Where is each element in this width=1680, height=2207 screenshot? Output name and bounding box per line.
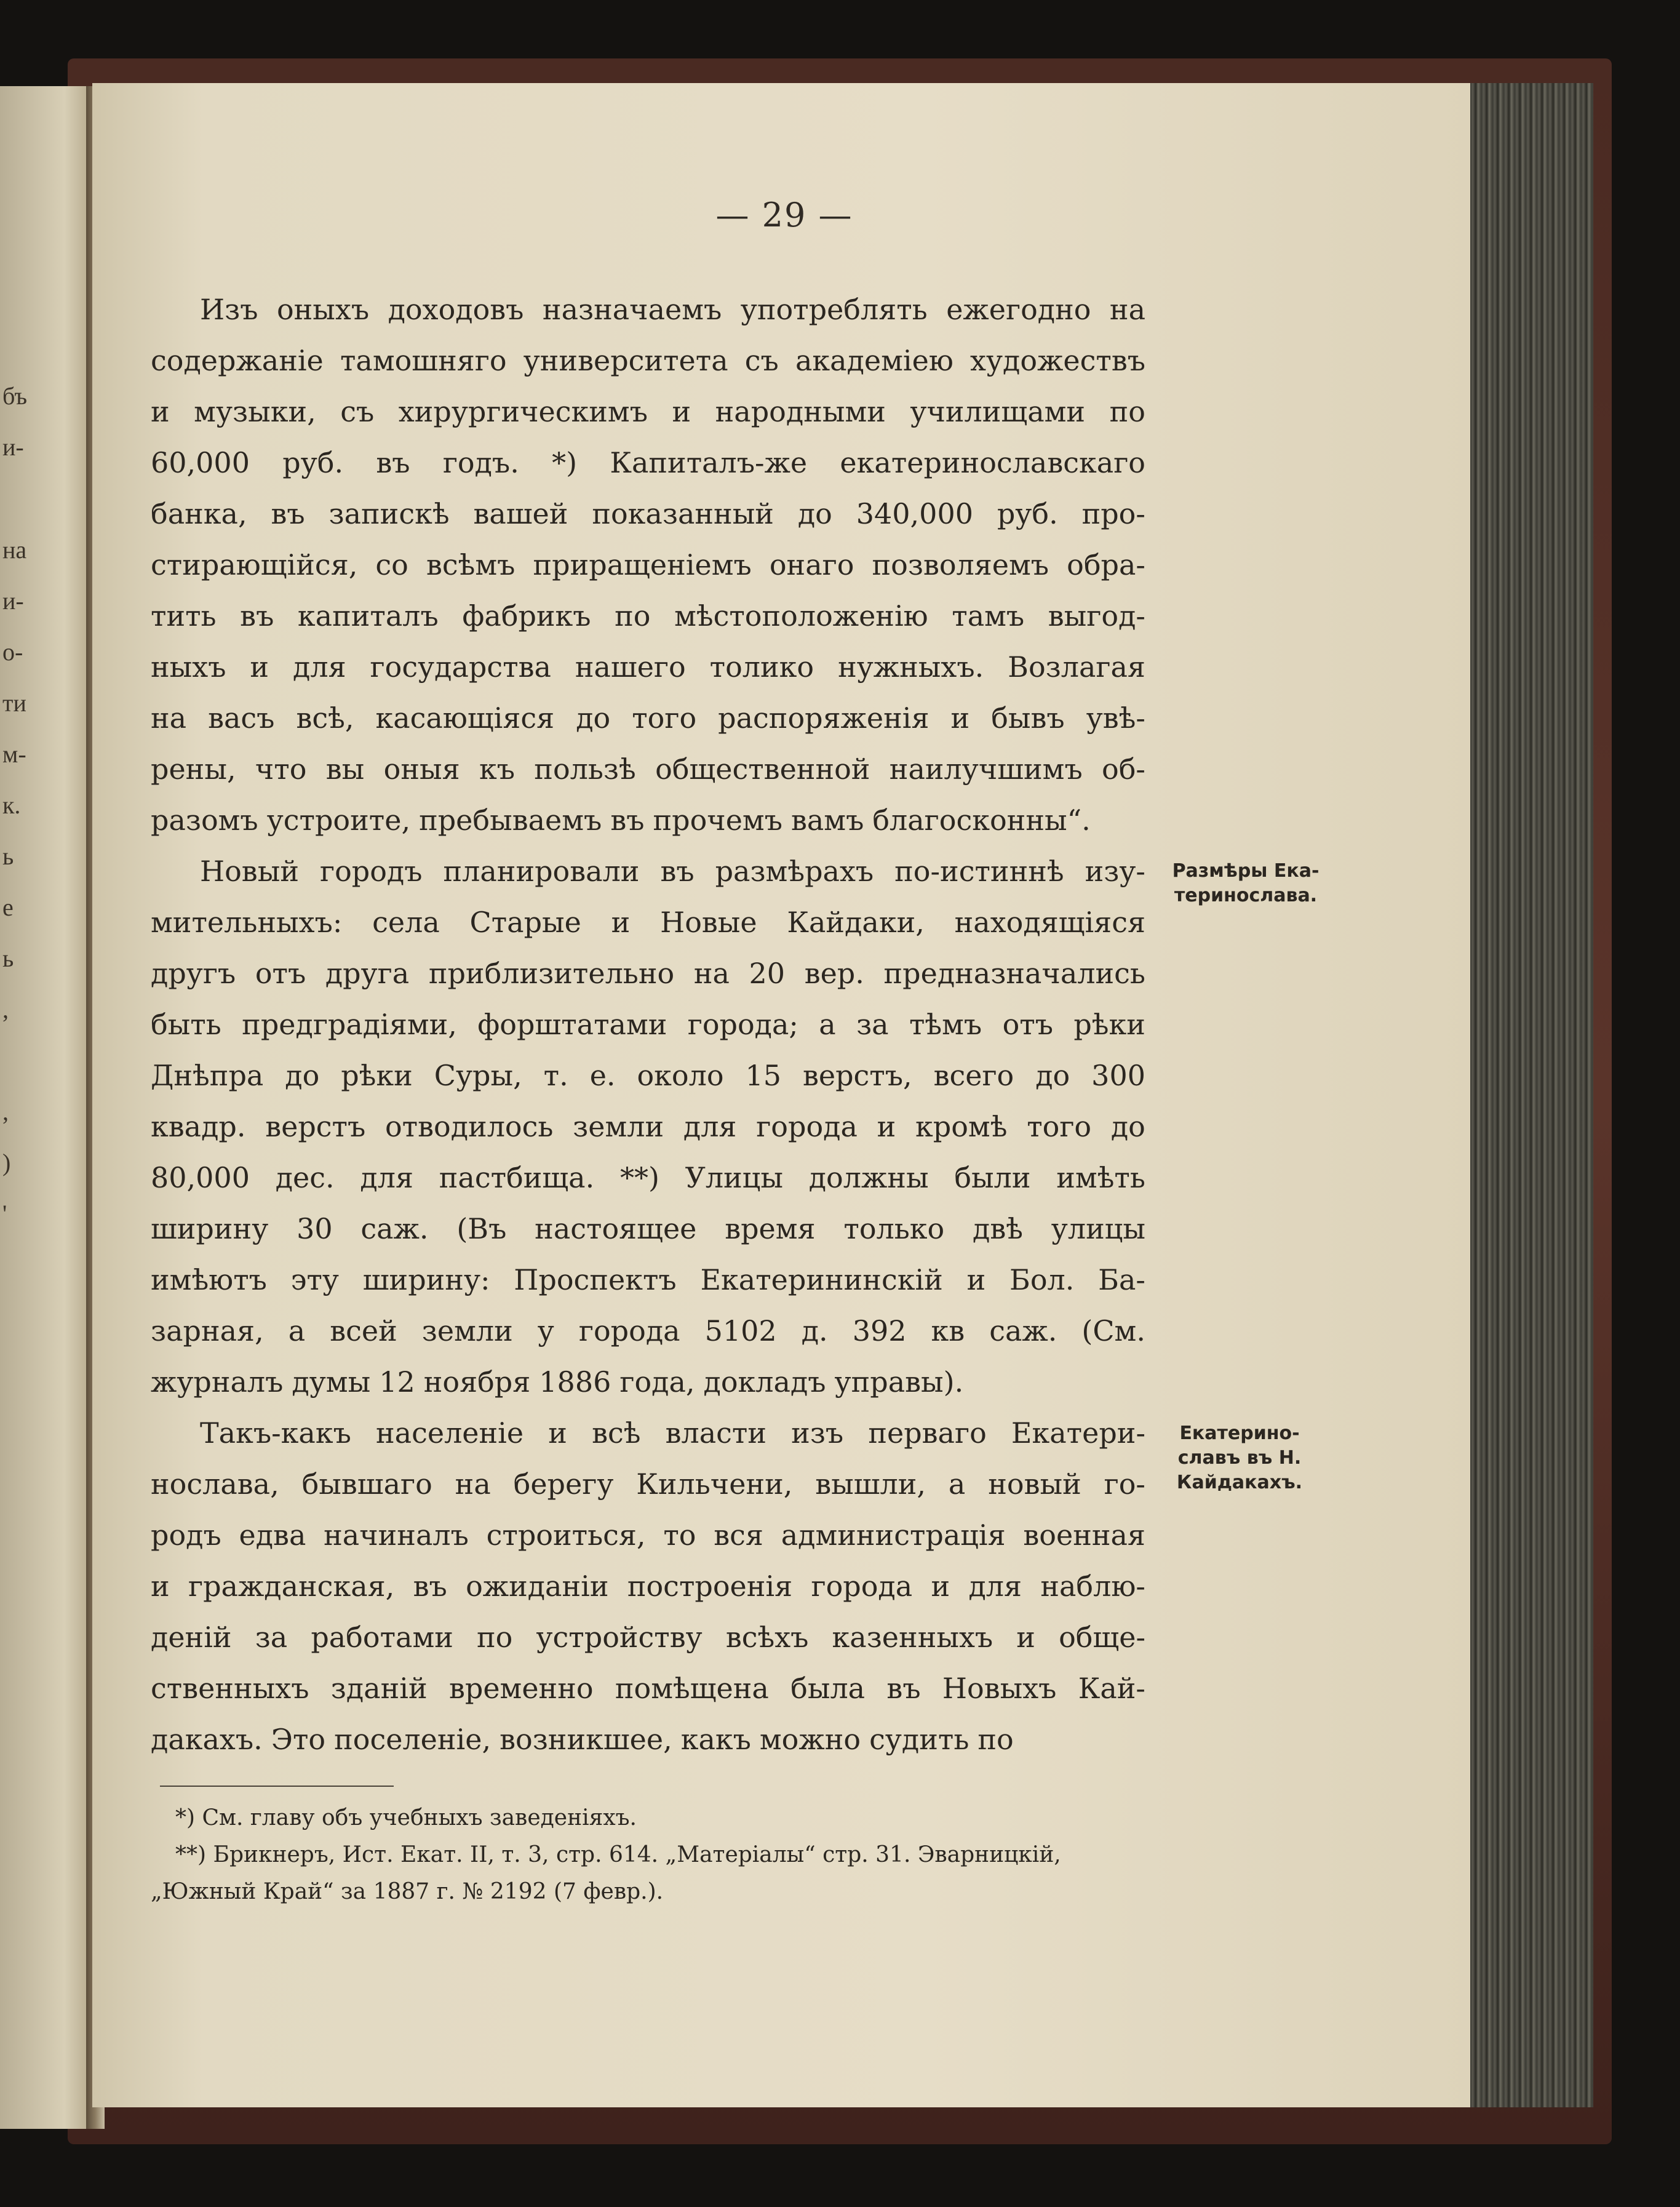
- body-line: и музыки, съ хирургическимъ и народными училищами по: [151, 395, 1145, 428]
- body-text: [151, 284, 1145, 1765]
- body-line: журналъ думы 12 ноября 1886 года, докладъ управы).: [151, 1365, 964, 1399]
- body-line: разомъ устроите, пребываемъ въ прочемъ вамъ благосконны“.: [151, 804, 1091, 837]
- footnote-rule: [160, 1786, 394, 1787]
- body-line: дакахъ. Это поселеніе, возникшее, какъ можно судить по: [151, 1723, 1014, 1756]
- left-fragment: ь: [2, 944, 14, 972]
- body-line: зарная, а всей земли у города 5102 д. 392 кв саж. (См.: [151, 1314, 1145, 1347]
- footnote-2-continued: „Южный Край“ за 1887 г. № 2192 (7 февр.).: [151, 1879, 664, 1904]
- page-edges: [1470, 83, 1593, 2107]
- body-line: 80,000 дес. для пастбища. **) Улицы должны были имѣть: [151, 1161, 1145, 1194]
- body-line: ширину 30 саж. (Въ настоящее время только двѣ улицы: [151, 1212, 1145, 1245]
- left-fragment: ,: [2, 996, 9, 1023]
- body-line: Такъ-какъ населеніе и всѣ власти изъ перваго Екатери-: [200, 1416, 1145, 1450]
- left-fragment: и-: [2, 587, 24, 615]
- body-line: рены, что вы оныя къ пользѣ общественной наилучшимъ об-: [151, 752, 1145, 786]
- body-line: ныхъ и для государства нашего толико нужныхъ. Возлагая: [151, 650, 1145, 684]
- body-line: Новый городъ планировали въ размѣрахъ по-истиннѣ изу-: [200, 855, 1145, 888]
- left-fragment: е: [2, 893, 14, 921]
- left-page: [0, 86, 92, 2129]
- margin-note-kaidaki: [1156, 1421, 1323, 1495]
- footnotes: [151, 1800, 1160, 1910]
- left-fragment: к.: [2, 791, 21, 819]
- footnote-1: *) См. главу объ учебныхъ заведеніяхъ.: [175, 1805, 637, 1830]
- body-line: быть предградіями, форштатами города; а за тѣмъ отъ рѣки: [151, 1008, 1145, 1041]
- left-fragment: ь: [2, 842, 14, 870]
- page-number: — 29 —: [715, 196, 853, 234]
- margin-note-line: Размѣры Ека-: [1172, 860, 1320, 882]
- margin-note-line: Кайдакахъ.: [1176, 1472, 1303, 1493]
- body-line: стирающійся, со всѣмъ приращеніемъ онаго позволяемъ обра-: [151, 548, 1145, 581]
- body-line: другъ отъ друга приблизительно на 20 вер. предназначались: [151, 957, 1145, 990]
- body-line: родъ едва начиналъ строиться, то вся администрація военная: [151, 1519, 1145, 1552]
- left-fragment: ,: [2, 1098, 9, 1125]
- left-fragment: ): [2, 1149, 11, 1176]
- left-fragment: ти: [2, 689, 26, 717]
- margin-note-line: славъ въ Н.: [1177, 1447, 1302, 1469]
- body-line: деній за работами по устройству всѣхъ казенныхъ и обще-: [151, 1621, 1145, 1654]
- left-fragment: бъ: [2, 382, 28, 410]
- body-line: 60,000 руб. въ годъ. *) Капиталъ-же екатеринославскаго: [151, 446, 1145, 479]
- body-line: ственныхъ зданій временно помѣщена была въ Новыхъ Кай-: [151, 1672, 1145, 1705]
- body-line: квадр. верстъ отводилось земли для города и кромѣ того до: [151, 1110, 1145, 1143]
- body-line: Днѣпра до рѣки Суры, т. е. около 15 верстъ, всего до 300: [151, 1059, 1145, 1092]
- left-fragment: на: [2, 536, 27, 564]
- margin-note-line: теринослава.: [1174, 885, 1318, 906]
- body-line: банка, въ запискѣ вашей показанный до 340,000 руб. про-: [151, 497, 1145, 530]
- left-fragment: о-: [2, 638, 23, 666]
- left-fragment: ': [2, 1200, 7, 1227]
- left-fragment: м-: [2, 740, 26, 768]
- body-line: имѣютъ эту ширину: Проспектъ Екатерининскій и Бол. Ба-: [151, 1263, 1145, 1296]
- body-line: на васъ всѣ, касающіяся до того распоряженія и бывъ увѣ-: [151, 701, 1145, 735]
- footnote-2: **) Брикнеръ, Ист. Екат. II, т. 3, стр. 614. „Матеріалы“ стр. 31. Эварницкій,: [175, 1842, 1061, 1867]
- left-fragment: и-: [2, 433, 24, 461]
- body-line: тить въ капиталъ фабрикъ по мѣстоположенію тамъ выгод-: [151, 599, 1145, 633]
- body-line: и гражданская, въ ожиданіи построенія города и для наблю-: [151, 1570, 1145, 1603]
- body-line: содержаніе тамошняго университета съ академіею художествъ: [151, 344, 1145, 377]
- body-line: мительныхъ: села Старые и Новые Кайдаки, находящіяся: [151, 906, 1145, 939]
- margin-note-line: Екатерино-: [1179, 1423, 1300, 1444]
- body-line: Изъ оныхъ доходовъ назначаемъ употреблять ежегодно на: [200, 293, 1145, 326]
- margin-note-dimensions: [1153, 859, 1338, 908]
- body-line: нослава, бывшаго на берегу Кильчени, вышли, а новый го-: [151, 1467, 1145, 1501]
